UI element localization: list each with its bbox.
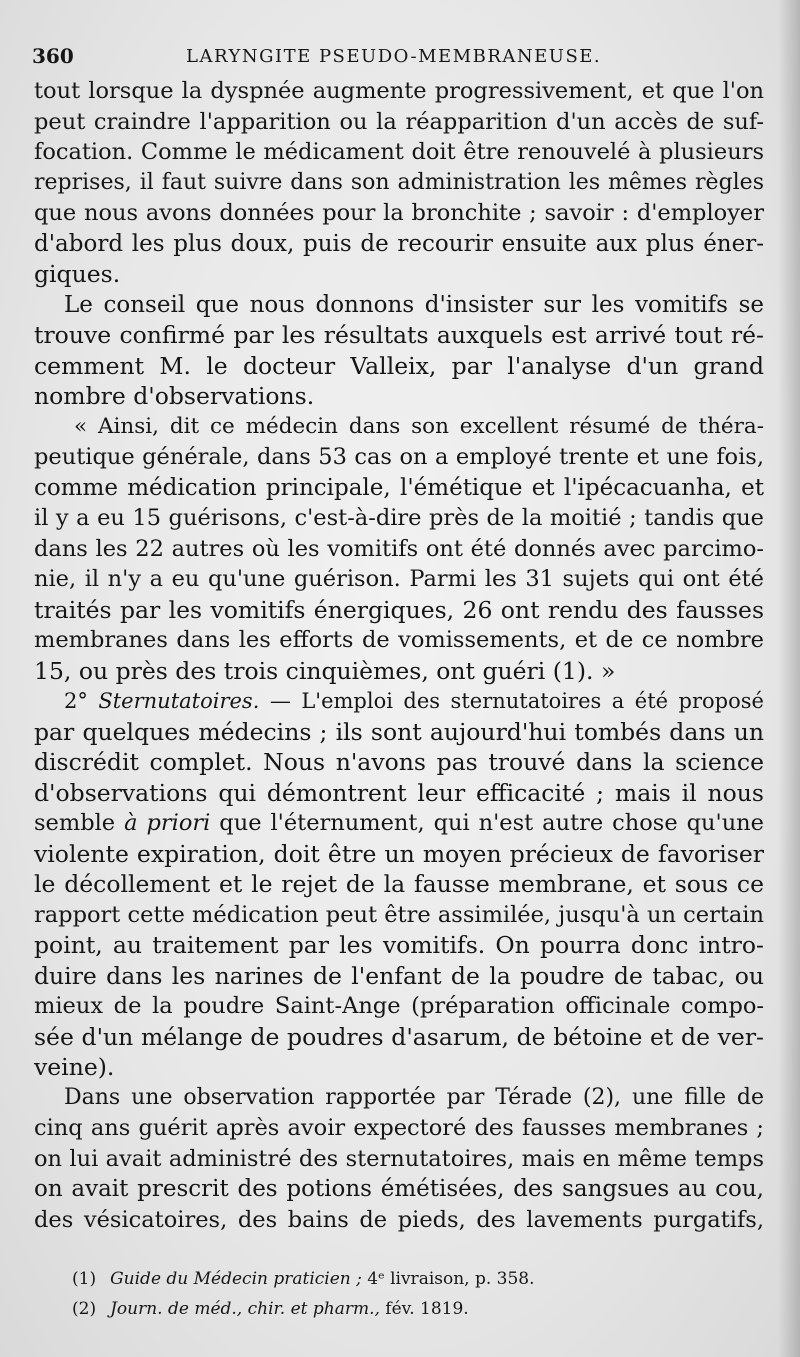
- text-line: on lui avait administré des sternutatoires, mais en même temps: [34, 1145, 764, 1172]
- text-line: violente expiration, doit être un moyen précieux de favoriser: [34, 839, 764, 868]
- text-line: nombre d'observations.: [34, 382, 315, 410]
- text-line: cinq ans guérit après avoir expectoré des fausses membranes ;: [34, 1115, 764, 1141]
- text-line: reprises, il faut suivre dans son administration les mêmes règles: [34, 169, 764, 195]
- text-line: veine).: [34, 1053, 115, 1081]
- text-line: trouve confirmé par les résultats auxquels est arrivé tout ré-: [34, 321, 764, 349]
- text-line: comme médication principale, l'émétique et l'ipécacuanha, et: [34, 474, 764, 501]
- footnote-source: Journ. de méd., chir. et pharm.,: [110, 1299, 380, 1319]
- footnote: [72, 1264, 632, 1294]
- text-line: le décollement et le rejet de la fausse membrane, et sous ce: [34, 870, 764, 898]
- text-line: mieux de la poudre Saint-Ange (préparation officinale compo-: [34, 993, 764, 1019]
- text-line: duire dans les narines de l'enfant de la poudre de tabac, ou: [34, 961, 764, 990]
- text-line: que nous avons données pour la bronchite ; savoir : d'employer: [34, 200, 764, 226]
- text-line: dans les 22 autres où les vomitifs ont été donnés avec parcimo-: [34, 535, 764, 562]
- text-line: rapport cette médication peut être assimilée, jusqu'à un certain: [34, 901, 764, 928]
- text-line: on avait prescrit des potions émétisées, des sangsues au cou,: [34, 1176, 764, 1202]
- text-line: giques.: [34, 260, 121, 288]
- text-line-a-priori: [34, 808, 764, 839]
- text-line: nie, il n'y a eu qu'une guérison. Parmi les 31 sujets qui ont été: [34, 566, 764, 592]
- text-line: traités par les vomitifs énergiques, 26 ont rendu des fausses: [34, 595, 764, 624]
- section-title: Sternutatoires.: [98, 689, 260, 713]
- text-fragment: semble: [34, 810, 116, 836]
- running-head: LARYNGITE PSEUDO-MEMBRANEUSE.: [186, 46, 602, 67]
- text-line: « Ainsi, dit ce médecin dans son excellent résumé de théra-: [74, 413, 764, 439]
- text-line: membranes dans les efforts de vomissements, et de ce nombre: [34, 627, 764, 653]
- text-fragment: que l'éternument, qui n'est autre chose qu'une: [219, 810, 764, 836]
- text-fragment: — L'emploi des sternutatoires a été proposé: [269, 689, 764, 713]
- text-line: sée d'un mélange de poudres d'asarum, de bétoine et de ver-: [34, 1022, 764, 1051]
- footnote-detail: 4ᵉ livraison, p. 358.: [367, 1269, 535, 1289]
- page-edge-shadow: [778, 0, 800, 1357]
- text-line: Le conseil que nous donnons d'insister sur les vomitifs se: [64, 291, 764, 318]
- text-line: peutique générale, dans 53 cas on a employé trente et une fois,: [34, 444, 764, 470]
- text-line: peut craindre l'apparition ou la réapparition d'un accès de suf-: [34, 108, 764, 135]
- text-line: il y a eu 15 guérisons, c'est-à-dire près de la moitié ; tandis que: [34, 505, 764, 531]
- footnote-detail: fév. 1819.: [385, 1299, 469, 1319]
- text-line: tout lorsque la dyspnée augmente progressivement, et que l'on: [34, 78, 764, 104]
- text-line: d'abord les plus doux, puis de recourir ensuite aux plus éner-: [34, 230, 764, 257]
- text-line: discrédit complet. Nous n'avons pas trouvé dans la science: [34, 748, 764, 776]
- text-line: focation. Comme le médicament doit être renouvelé à plusieurs: [34, 139, 764, 165]
- text-line: cemment M. le docteur Valleix, par l'analyse d'un grand: [34, 351, 764, 380]
- footnote-number: (1): [72, 1269, 97, 1289]
- text-line: 15, ou près des trois cinquièmes, ont guéri (1). »: [34, 656, 616, 685]
- section-number: 2°: [64, 689, 88, 713]
- text-line: d'observations qui démontrent leur efficacité ; mais il nous: [34, 778, 764, 807]
- footnotes: [72, 1264, 632, 1324]
- text-line: Dans une observation rapportée par Térade (2), une fille de: [64, 1084, 764, 1110]
- page-number: 360: [32, 44, 74, 68]
- body-text: [34, 76, 764, 1235]
- text-line-sternutatoires: [34, 686, 764, 717]
- text-line: point, au traitement par les vomitifs. On pourra donc intro-: [34, 931, 764, 959]
- footnote: [72, 1294, 632, 1324]
- text-line: par quelques médecins ; ils sont aujourd'hui tombés dans un: [34, 717, 764, 746]
- text-line: des vésicatoires, des bains de pieds, des lavements purgatifs,: [34, 1206, 764, 1233]
- footnote-number: (2): [72, 1299, 97, 1319]
- page-header: [32, 44, 612, 74]
- footnote-source: Guide du Médecin praticien ;: [110, 1269, 362, 1289]
- italic-phrase: à priori: [124, 810, 211, 836]
